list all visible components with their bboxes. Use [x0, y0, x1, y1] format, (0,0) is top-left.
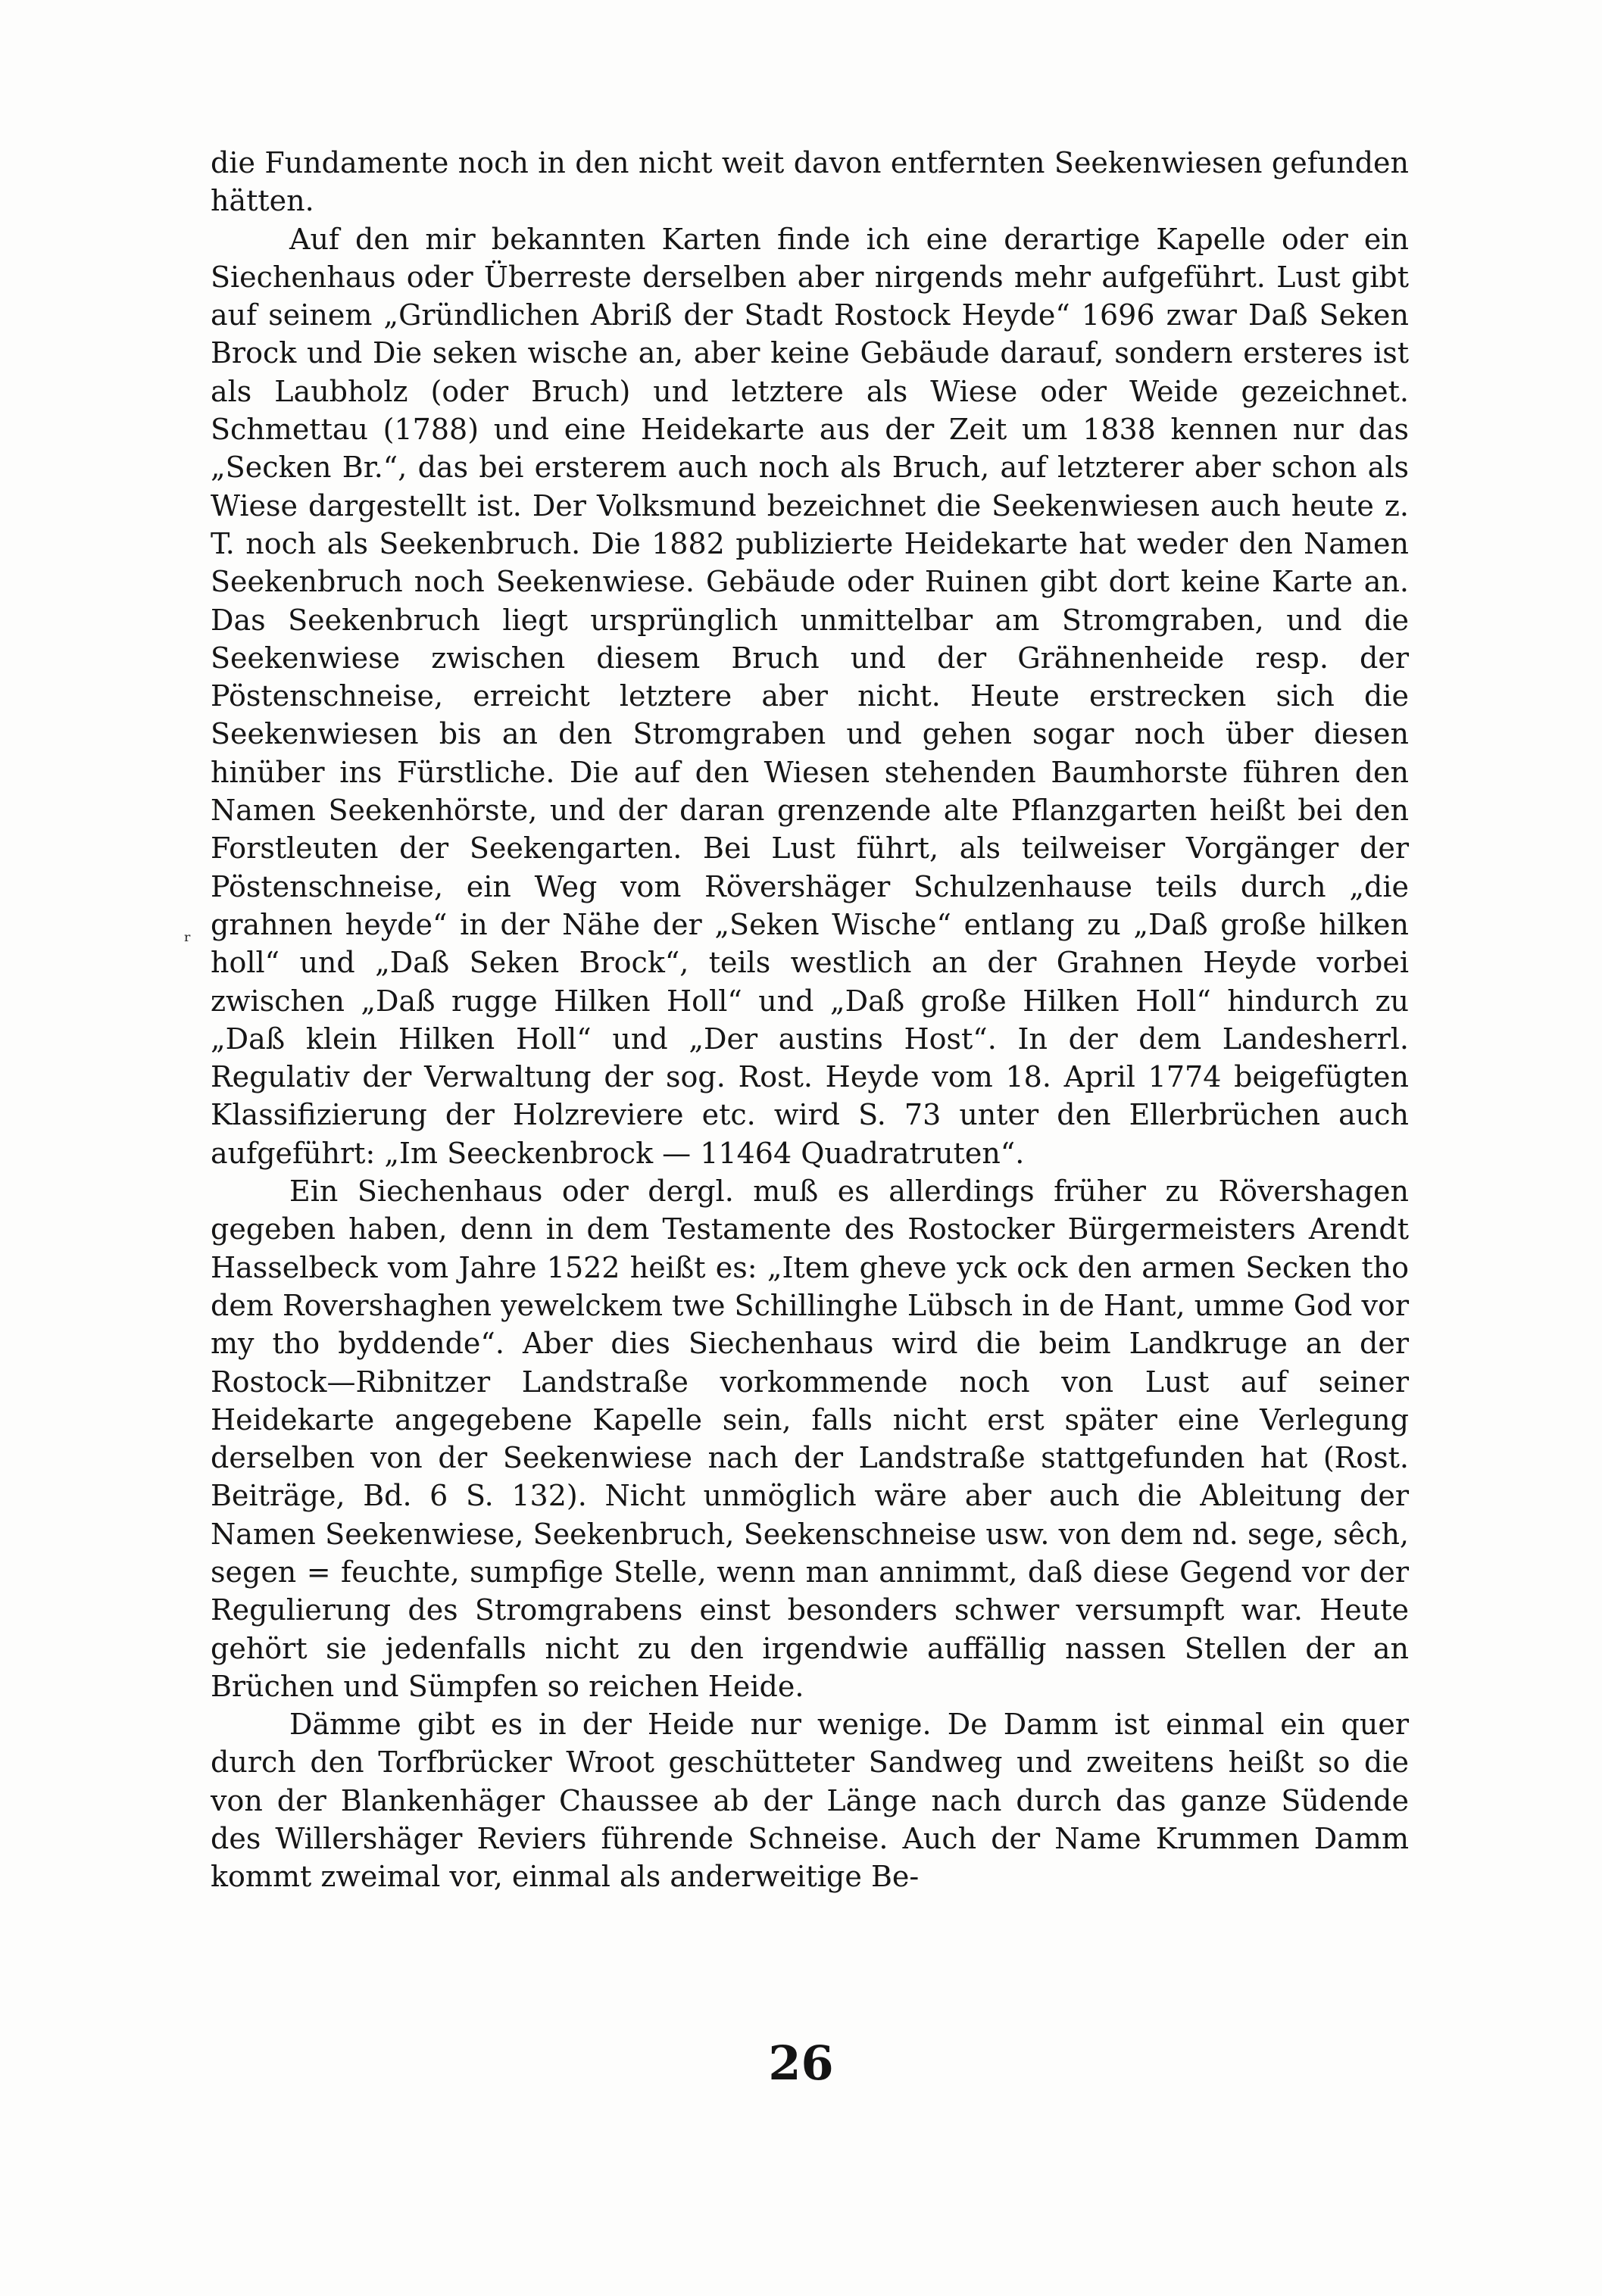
paragraph-continuation: die Fundamente noch in den nicht weit davon entfernten Seekenwiesen gefunden hätten. — [211, 146, 1409, 218]
paragraph-daemme: Dämme gibt es in der Heide nur wenige. De Damm ist einmal ein quer durch den Torfbrücker Wroot geschütteter Sandweg und zweitens heißt so die von der Blankenhäger Chaussee ab der Länge nach durch das ganze Südende des Willershäger Reviers führende Schneise. Auch der Name Krummen Damm kommt zweimal vor, einmal als anderweitige Be- — [211, 1708, 1409, 1894]
paragraph-siechenhaus: Ein Siechenhaus oder dergl. muß es allerdings früher zu Rövershagen gegeben haben, denn in dem Testamente des Rostocker Bürgermeisters Arendt Hasselbeck vom Jahre 1522 heißt es: „Item gheve yck ock den armen Secken tho dem Rovershaghen yewelckem twe Schillinghe Lübsch in de Hant, umme God vor my tho byddende“. Aber dies Siechenhaus wird die beim Landkruge an der Rostock—Ribnitzer Landstraße vorkommende noch von Lust auf seiner Heidekarte angegebene Kapelle sein, falls nicht erst später eine Verlegung derselben von der Seekenwiese nach der Landstraße stattgefunden hat (Rost. Beiträge, Bd. 6 S. 132). Nicht unmöglich wäre aber auch die Ableitung der Namen Seekenwiese, Seekenbruch, Seekenschneise usw. von dem nd. sege, sêch, segen = feuchte, sumpfige Stelle, wenn man annimmt, daß diese Gegend vor der Regulierung des Stromgrabens einst besonders schwer versumpft war. Heute gehört sie jedenfalls nicht zu den irgendwie auffällig nassen Stellen der an Brüchen und Sümpfen so reichen Heide. — [211, 1175, 1409, 1703]
page-number: 26 — [768, 2036, 834, 2091]
body-text — [211, 144, 1409, 1896]
paragraph-maps: Auf den mir bekannten Karten finde ich eine derartige Kapelle oder ein Siechenhaus oder Überreste derselben aber nirgends mehr aufgeführt. Lust gibt auf seinem „Gründlichen Abriß der Stadt Rostock Heyde“ 1696 zwar Daß Seken Brock und Die seken wische an, aber keine Gebäude darauf, sondern ersteres ist als Laubholz (oder Bruch) und letztere als Wiese oder Weide gezeichnet. Schmettau (1788) und eine Heidekarte aus der Zeit um 1838 kennen nur das „Secken Br.“, das bei ersterem auch noch als Bruch, auf letzterer aber schon als Wiese dargestellt ist. Der Volksmund bezeichnet die Seekenwiesen auch heute z. T. noch als Seekenbruch. Die 1882 publizierte Heidekarte hat weder den Namen Seekenbruch noch Seekenwiese. Gebäude oder Ruinen gibt dort keine Karte an. Das Seekenbruch liegt ursprünglich unmittelbar am Stromgraben, und die Seekenwiese zwischen diesem Bruch und der Grähnenheide resp. der Pöstenschneise, erreicht letztere aber nicht. Heute erstrecken sich die Seekenwiesen bis an den Stromgraben und gehen sogar noch über diesen hinüber ins Fürstliche. Die auf den Wiesen stehenden Baumhorste führen den Namen Seekenhörste, und der daran grenzende alte Pflanzgarten heißt bei den Forstleuten der Seekengarten. Bei Lust führt, als teilweiser Vorgänger der Pöstenschneise, ein Weg vom Rövershäger Schulzenhause teils durch „die grahnen heyde“ in der Nähe der „Seken Wische“ entlang zu „Daß große hilken holl“ und „Daß Seken Brock“, teils westlich an der Grahnen Heyde vorbei zwischen „Daß rugge Hilken Holl“ und „Daß große Hilken Holl“ hindurch zu „Daß klein Hilken Holl“ und „Der austins Host“. In der dem Landesherrl. Regulativ der Verwaltung der sog. Rost. Heyde vom 18. April 1774 beigefügten Klassifizierung der Holzreviere etc. wird S. 73 unter den Ellerbrüchen auch aufgeführt: „Im Seeckenbrock — 11464 Quadratruten“. — [211, 222, 1409, 1170]
margin-mark: ʳ — [184, 928, 192, 953]
